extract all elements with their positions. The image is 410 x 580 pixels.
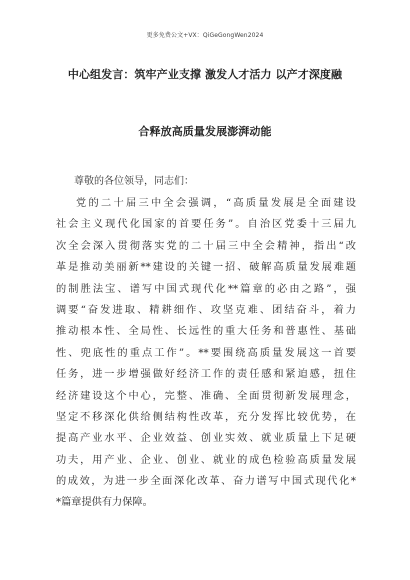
body-line: 性、兜底性的重点工作”。**要围绕高质量发展这一首要 (56, 347, 356, 359)
body-line: 经济建设这个中心，完整、准确、全面贯彻新发展理念， (56, 390, 356, 402)
salutation: 尊敬的各位领导，同志们： (74, 176, 194, 187)
document-title-line-1: 中心组发言：筑牢产业支撑 激发人才活力 以产才深度融 (67, 68, 343, 81)
body-paragraph (56, 193, 356, 514)
body-line: 党的二十届三中全会强调，“高质量发展是全面建设 (76, 198, 356, 209)
body-line: *篇章提供有力保障。 (56, 497, 153, 509)
body-line: 次全会深入贯彻落实党的二十届三中全会精神，指出“改 (56, 240, 356, 252)
header-note: 更多免费公文+VX：QiGeGongWen2024 (146, 32, 264, 39)
body-line: 调要“奋发进取、精耕细作、攻坚克难、团结奋斗，着力 (56, 304, 356, 316)
body-line: 革是推动美丽新**建设的关键一招、破解高质量发展难题 (56, 262, 356, 274)
body-line: 坚定不移深化供给侧结构性改革，充分发挥比较优势，在 (56, 411, 356, 423)
body-line: 推动根本性、全局性、长远性的重大任务和普惠性、基础 (56, 326, 356, 338)
body-line: 任务，进一步增强做好经济工作的责任感和紧迫感，扭住 (56, 369, 356, 381)
document-title-line-2: 合释放高质量发展澎湃动能 (138, 125, 272, 138)
body-line: 的制胜法宝、谱写中国式现代化**篇章的必由之路”，强 (56, 283, 356, 295)
body-line: 的成效，为进一步全面深化改革、奋力谱写中国式现代化* (56, 476, 356, 488)
body-line: 提高产业水平、企业效益、创业实效、就业质量上下足硬 (56, 433, 356, 445)
body-line: 功夫，用产业、企业、创业、就业的成色检验高质量发展 (56, 454, 356, 466)
body-line: 社会主义现代化国家的首要任务”。自治区党委十三届九 (56, 219, 356, 231)
